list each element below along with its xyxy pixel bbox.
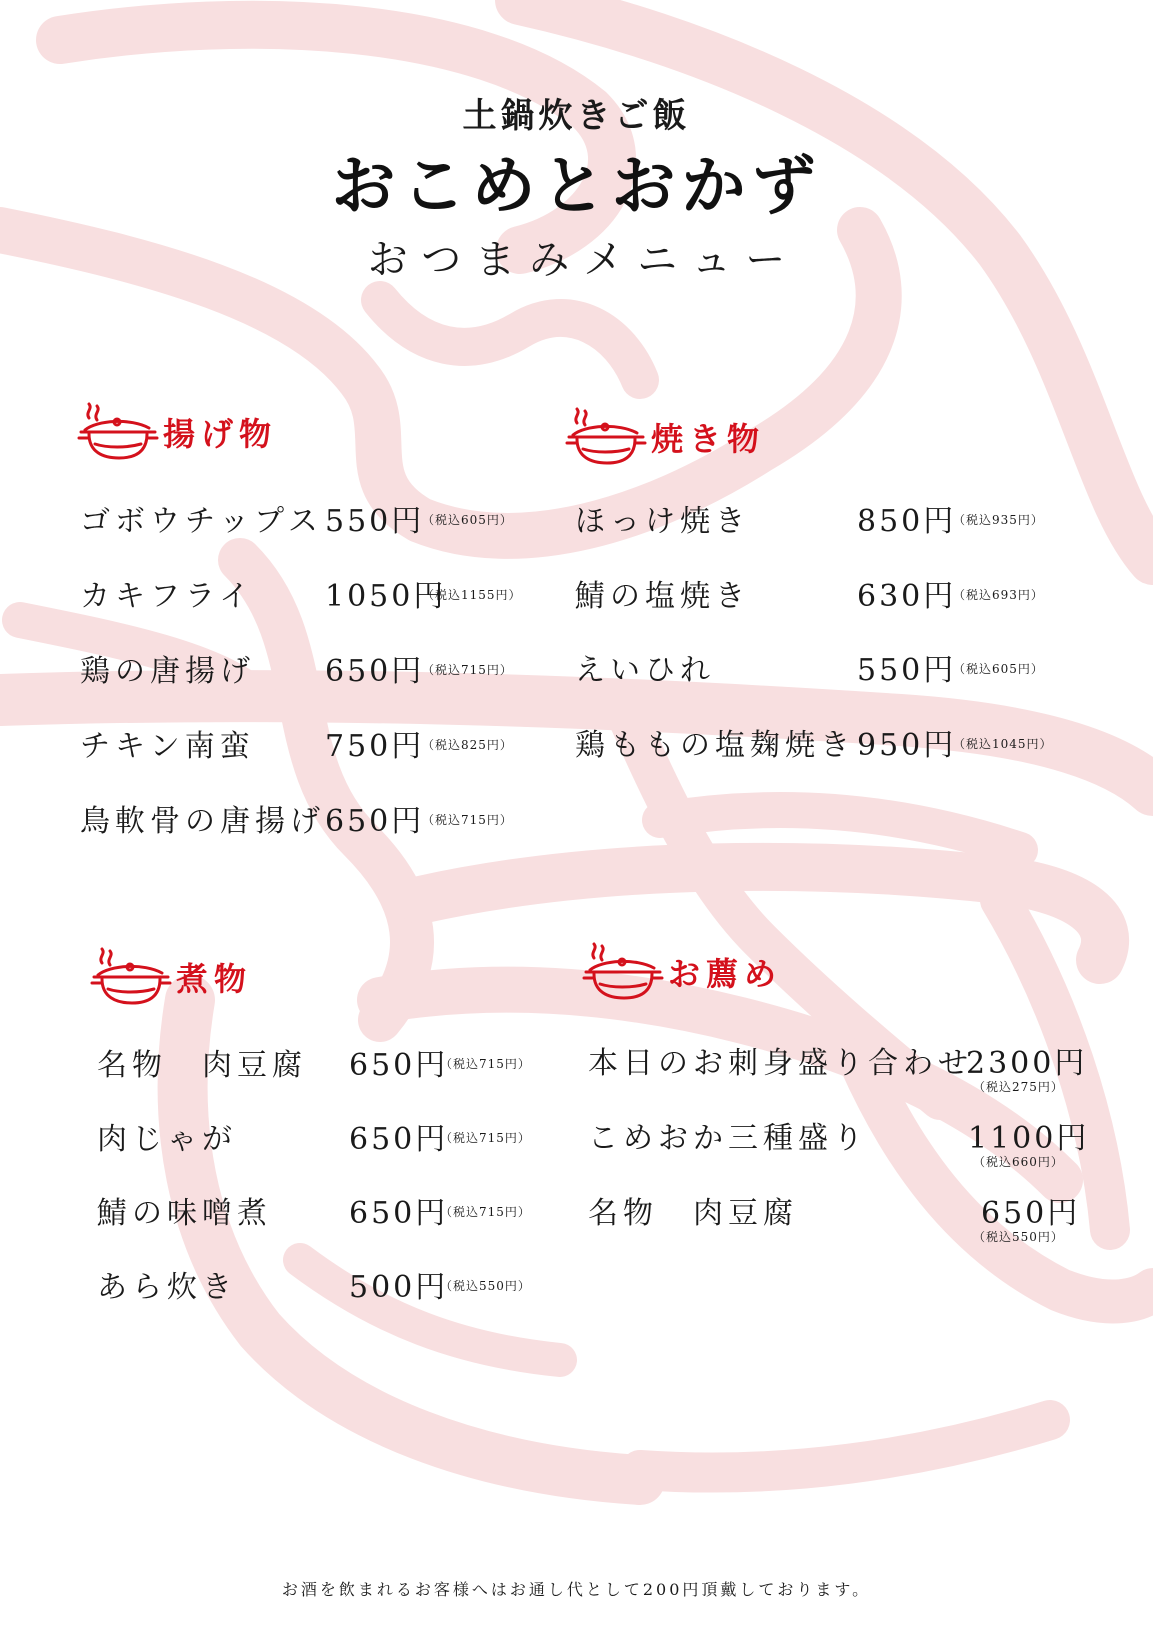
item-name: 鯖の塩焼き	[575, 579, 750, 614]
item-name: あら炊き	[97, 1270, 237, 1305]
item-price: 750円	[325, 729, 425, 764]
item-tax: （税込935円）	[953, 513, 1044, 527]
item-price: 1100円	[968, 1121, 1090, 1156]
item-price: 1050円	[325, 579, 447, 614]
item-tax: （税込715円）	[440, 1205, 531, 1219]
item-name: こめおか三種盛り	[588, 1121, 868, 1156]
item-name: 鶏の唐揚げ	[80, 654, 255, 689]
item-tax: （税込715円）	[440, 1131, 531, 1145]
item-name: 鯖の味噌煮	[97, 1196, 272, 1231]
item-name: 肉じゃが	[97, 1122, 237, 1157]
item-name: 本日のお刺身盛り合わせ	[588, 1046, 973, 1081]
item-tax: （税込605円）	[953, 662, 1044, 676]
item-name: 鶏ももの塩麹焼き	[575, 728, 855, 763]
item-price: 550円	[857, 653, 957, 688]
section-title-agemono: 揚げ物	[163, 415, 278, 453]
item-tax: （税込1045円）	[953, 737, 1053, 751]
clay-pot-icon	[563, 405, 647, 469]
footer-note: お酒を飲まれるお客様へはお通し代として200円頂戴しております。	[281, 1580, 872, 1599]
item-price: 650円	[349, 1048, 449, 1083]
section-title-nimono: 煮物	[176, 960, 253, 998]
item-price: 650円	[981, 1196, 1081, 1231]
item-tax: （税込715円）	[422, 813, 513, 827]
section-title-osusume: お薦め	[668, 955, 783, 993]
item-price: 2300円	[966, 1046, 1088, 1081]
clay-pot-icon	[88, 945, 172, 1009]
item-name: チキン南蛮	[80, 729, 255, 764]
item-price: 500円	[349, 1270, 449, 1305]
item-price: 550円	[325, 504, 425, 539]
clay-pot-icon	[75, 400, 159, 464]
item-name: カキフライ	[80, 579, 255, 614]
item-tax: （税込715円）	[440, 1057, 531, 1071]
item-name: えいひれ	[575, 653, 715, 688]
item-tax: （税込550円）	[973, 1230, 1064, 1244]
item-price: 630円	[857, 579, 957, 614]
item-name: ゴボウチップス	[80, 504, 323, 539]
item-tax: （税込605円）	[422, 513, 513, 527]
item-price: 650円	[349, 1122, 449, 1157]
item-tax: （税込715円）	[422, 663, 513, 677]
logo-subtitle: 土鍋炊きご飯	[462, 96, 691, 136]
item-tax: （税込1155円）	[422, 588, 522, 602]
section-header-yakimono	[563, 405, 765, 469]
item-name: 名物 肉豆腐	[97, 1048, 307, 1083]
item-tax: （税込693円）	[953, 588, 1044, 602]
section-header-nimono	[88, 945, 252, 1009]
item-name: 名物 肉豆腐	[588, 1196, 798, 1231]
menu-title: おつまみメニュー	[367, 237, 800, 283]
item-price: 950円	[857, 728, 957, 763]
clay-pot-icon	[580, 940, 664, 1004]
section-title-yakimono: 焼き物	[651, 420, 766, 458]
item-price: 650円	[325, 804, 425, 839]
item-tax: （税込275円）	[973, 1080, 1064, 1094]
item-name: ほっけ焼き	[575, 504, 750, 539]
logo-name: おこめとおかず	[331, 149, 822, 224]
item-price: 650円	[325, 654, 425, 689]
item-name: 鳥軟骨の唐揚げ	[80, 804, 325, 839]
section-header-agemono	[75, 400, 277, 464]
item-price: 850円	[857, 504, 957, 539]
item-price: 650円	[349, 1196, 449, 1231]
item-tax: （税込660円）	[973, 1155, 1064, 1169]
section-header-osusume	[580, 940, 782, 1004]
item-tax: （税込550円）	[440, 1279, 531, 1293]
item-tax: （税込825円）	[422, 738, 513, 752]
